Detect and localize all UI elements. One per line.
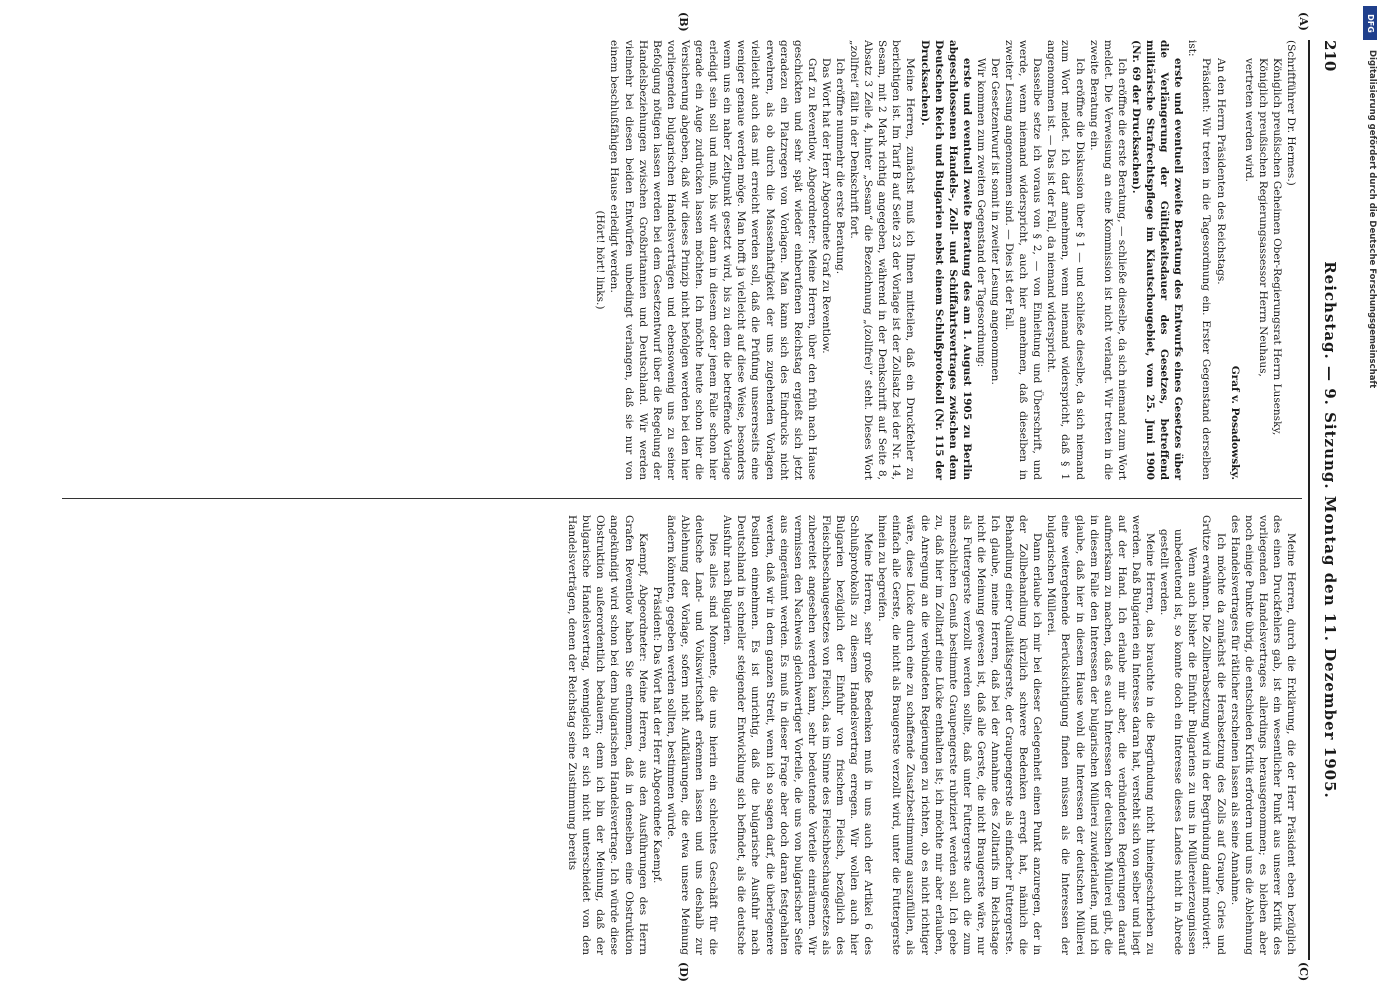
paragraph: Ich eröffne die erste Beratung, — schließe dieselbe, da sich niemand zum Wort meldet. Die Verweisung an eine Kommission ist nicht verlangt. Wir treten in die zweite Beratung ein. (1087, 40, 1128, 480)
digitization-note: Digitalisierung gefördert durch die Deutsche Forschungsgemeinschaft (1367, 50, 1377, 389)
dfg-logo (1363, 6, 1377, 40)
paragraph: Meine Herren, durch die Erklärung, die der Herr Präsident eben bezüglich des einen Druckfehlers gab, ist ein wesentlicher Punkt aus unserer Kritik des vorliegenden Handelsvertrages allerdings herausgenommen; es bleiben aber noch einige Punkte übrig, die entschieden Kritik erfordern und uns die Ablehnung des Handelsvertrages für rätlicher erscheinen lassen als seine Annahme. (1228, 515, 1297, 955)
margin-marker-c: (C) (1297, 962, 1310, 982)
digitization-note-strip (1361, 50, 1377, 650)
left-column (593, 40, 1298, 480)
paragraph: Präsident: Wir treten in die Tagesordnung ein. Erster Gegenstand derselben ist: (1186, 40, 1213, 480)
paragraph: Der Gesetzentwurf ist somit in zweiter Lesung angenommen. (989, 58, 1002, 385)
paragraph: Ich eröffne nunmehr die erste Beratung. (834, 58, 846, 275)
paragraph: Präsident: Das Wort hat der Herr Abgeordnete Kaempf. (650, 586, 663, 884)
margin-marker-a: (A) (1297, 12, 1310, 31)
paragraph: Das Wort hat der Herr Abgeordnete Graf zu Reventlow. (819, 58, 832, 354)
paragraph: Königlich preußischen Geheimen Ober-Regierungsrat Herrn Lusensky, (1270, 58, 1283, 436)
agenda-item: erste und eventuell zweite Beratung des Entwurfs eines Gesetzes über die Verlängerung der Gültigkeitsdauer des Gesetzes, betreffend militärische Strafrechtspflege im Kiautschougebiet, vom 25. Juni 1900 (Nr. 69 der Drucksachen). (1129, 40, 1185, 480)
rotated-page-content (50, 12, 1350, 982)
right-column (565, 515, 1298, 955)
interjection: (Hört! hört! links.) (594, 210, 607, 310)
column-divider (62, 498, 1302, 499)
paragraph: Ich eröffne die Diskussion über § 1 — und schließe dieselbe, da sich niemand zum Wort meldet. Ich darf annehmen, wenn niemand widerspricht, daß § 1 angenommen ist. — Das ist der Fall, da niemand widerspricht. (1045, 40, 1086, 480)
paragraph: (Schriftführer Dr. Hermes.) (1285, 40, 1297, 186)
paragraph: An den Herrn Präsidenten des Reichstags. (1214, 58, 1227, 285)
signature: Graf v. Posadowsky. (1228, 365, 1241, 480)
paragraph: vertreten werden wird. (1242, 58, 1255, 182)
paragraph: Dann erlaube ich mir bei dieser Gelegenheit einen Punkt anzuregen, der in der Zollbehandlung kürzlich schwere Bedenken erregt hat, nämlich die Behandlung einer Qualitätsgerste, der Graupengerste als einfacher Futtergerste. Ich glaube, meine Herren, daß bei der Annahme des Zolltarifs im Reichstage nicht die Meinung gewesen ist, daß alle Gerste, die nicht Braugerste wäre, nur als Futtergerste verzollt werden sollte, daß unter Futtergerste auch die zum menschlichen Genuß bestimmte Graupengerste rubriziert werden soll. Ich gebe zu, daß hier im Zolltarif eine Lücke enthalten ist; ich möchte mir aber erlauben, die Anregung an die verbündeten Regierungen zu richten, ob es nicht richtiger wäre, diese Lücke durch eine zu schaffende Zusatzbestimmung auszufüllen, als einfach alle Gerste, die nicht als Braugerste verzollt wird, unter die Futtergerste hinein zu begreifen. (876, 515, 1044, 955)
page-title: Reichstag. — 9. Sitzung. Montag den 11. Dezember 1905. (1321, 261, 1339, 799)
dfg-label: DFG (1365, 13, 1375, 33)
paragraph: Graf zu Reventlow, Abgeordneter: Meine Herren, über den früh nach Hause geschickten und sehr spät wieder einberufenen Reichstag ergießt sich jetzt geradezu ein Platzregen von Vorlagen. Man kann sich des Eindrucks nicht erwehren, als ob durch die Massenhaftigkeit der uns zugehenden Vorlagen vielleicht auch das mit erreicht werden soll, daß die Prüfung unsererseits eine weniger genaue werden möge. Man hofft ja vielleicht auf diese Weise, besonders wenn uns ein naher Zeitpunkt gesetzt wird, bis zu dem die betreffende Vorlage erledigt sein soll und muß, bis wir dann in diesem oder jenem Falle schon hier gerade ein Auge zudrücken lassen möchten. Ich möchte heute schon hier die Versicherung abgeben, daß wir dieses Prinzip nicht befolgen werden bei den hier vorliegenden bulgarischen Handelsverträgen und ebensowenig uns zu seiner Befolgung nötigen lassen werden bei dem Gesetzentwurf über die Regelung der Handelsbeziehungen zwischen Großbritannien und Deutschland. Wir werden vielmehr bei diesen beiden Entwürfen unbedingt verlangen, daß sie nur von einem beschlußfähigen Hause erledigt werden. (608, 40, 818, 480)
quoted-passage: Wenn auch bisher die Einfuhr Bulgariens zu uns in Müllereierzeugnissen unbedeutend ist, so konnte doch ein Interesse dieses Landes nicht in Abrede gestellt werden. (1158, 529, 1199, 955)
page-header (1308, 40, 1350, 960)
agenda-item: erste und eventuell zweite Beratung des am 1. August 1905 zu Berlin abgeschlossenen Handels-, Zoll- und Schiffahrtsvertrages zwischen dem Deutschen Reich und Bulgarien nebst einem Schlußprotokoll (Nr. 115 der Drucksachen). (918, 40, 973, 480)
page-number: 210 (1321, 40, 1339, 72)
margin-marker-d: (D) (677, 962, 690, 982)
paragraph: Meine Herren, zunächst muß ich Ihnen mitteilen, daß ein Druckfehler zu berichtigen ist. Im Tarif B auf Seite 23 der Vorlage ist der Zollsatz bei der Nr. 14, Sesam, mit 2 Mark richtig angegeben, während in der Denkschrift auf Seite 8, Absatz 3 Zeile 4, hinter „Sesam“ die Bezeichnung „(zollfrei)“ steht. Dieses Wort „zollfrei“ fällt in der Denkschrift fort. (848, 40, 917, 480)
paragraph: Dies alles sind Momente, die uns hierin ein schlechtes Geschäft für die deutsche Land- und Volkswirtschaft erkennen lassen und uns deshalb zur Ablehnung der Vorlage, sofern nicht Aufklärungen, die etwa unsere Meinung ändern könnten, gegeben werden sollten, bestimmen würde. (664, 515, 720, 955)
margin-marker-b: (B) (677, 12, 690, 32)
paragraph: Ich möchte da zunächst die Herabsetzung des Zolls auf Graupe, Gries und Grütze erwähnen. Die Zollherabsetzung wird in der Begründung damit motiviert: (1200, 515, 1227, 955)
paragraph: Kaempf, Abgeordneter: Meine Herren, aus den Ausführungen des Herrn Grafen Reventlow haben Sie entnommen, daß in denselben eine Obstruktion angekündigt wird schon bei dem bulgarischen Handelsvertrage. Ich würde diese Obstruktion außerordentlich bedauern; denn ich bin der Meinung, daß der bulgarische Handelsvertrag, wenngleich er sich nicht unterscheidet von den Handelsverträgen, denen der Reichstag seine Zustimmung bereits (566, 515, 649, 955)
paragraph: Wir kommen zum zweiten Gegenstand der Tagesordnung: (974, 58, 987, 368)
paragraph: Meine Herren, sehr große Bedenken muß in uns auch der Artikel 6 des Schlußprotokolls zu diesem Handelsvertrag erregen. Wir wollen auch hier Bulgarien bezüglich der Einfuhr von frischem Fleisch, bezüglich des Fleischbeschaugesetzes von Fleisch, das im Sinne des Fleischbeschaugesetzes als zubereitet angesehen werden kann, sehr bedeutende Vorteile einräumen. Wir vermissen den Nachweis gleichwertiger Vorteile, die uns von bulgarischer Seite aus eingeräumt werden. Es muß in dieser Frage aber doch daran festgehalten werden, daß wir in dem ganzen Streit, wenn ich so sagen darf, die überlegenere Position einnehmen. Es ist unrichtig, daß die bulgarische Ausfuhr nach Deutschland in schneller steigender Entwicklung sich befindet, als die deutsche Ausfuhr nach Bulgarien. (721, 515, 875, 955)
paragraph: Königlich preußischen Regierungsassessor Herrn Neuhaus, (1256, 58, 1269, 377)
paragraph: Meine Herren, das brauchte in die Begründung nicht hineingeschrieben zu werden. Daß Bulgarien ein Interesse daran hat, versteht sich von selber und liegt auf der Hand. Ich erlaube mir aber, die verbündeten Regierungen darauf aufmerksam zu machen, daß es auch Interessen der deutschen Müllerei gibt, die in diesem Falle den Interessen der bulgarischen Müllerei zuwiderlaufen, und ich glaube, daß hier in diesem Hause wohl die Interessen der deutschen Müllerei eine weitergehende Berücksichtigung finden müssen als die Interessen der bulgarischen Müllerei. (1045, 515, 1157, 955)
paragraph: Dasselbe setze ich voraus von § 2, — von Einleitung und Überschrift, und werde, wenn niemand widerspricht, auch hier annehmen, daß dieselben in zweiter Lesung angenommen sind. — Dies ist der Fall. (1003, 40, 1044, 480)
